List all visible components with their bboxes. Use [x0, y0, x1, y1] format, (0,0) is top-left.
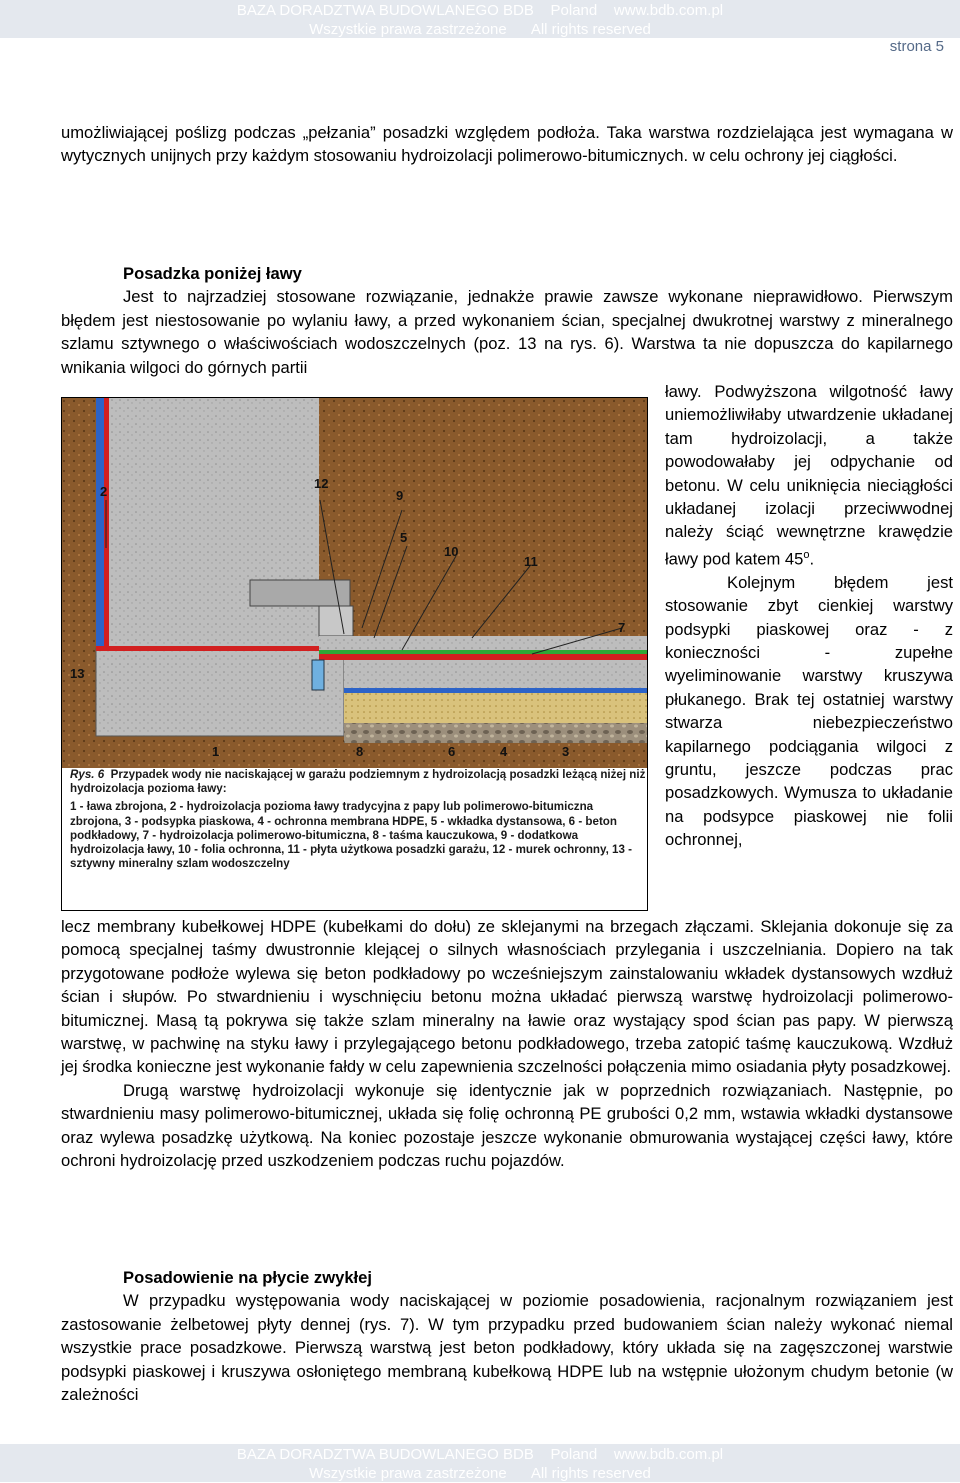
wall [109, 398, 319, 648]
callout-5: 5 [400, 530, 408, 545]
section-1 [61, 262, 953, 379]
figure-caption [62, 768, 647, 871]
protective-foil [319, 650, 647, 654]
callout-7: 7 [618, 620, 626, 635]
hdpe-membrane [344, 688, 647, 693]
degree-sup: o [803, 548, 810, 561]
paragraph-5: W przypadku występowania wody naciskającej w poziomie posadowienia, racjonalnym rozwiązaniem jest zastosowanie żelbetowej płyty dennej (rys. 7). W tym przypadku przed budowaniem ścian należy wykonać niemal wszystkie prace posadzkowe. Pierwszą warstwą jest beton podkładowy, który układa się na zagęszczonej warstwie podsypki piaskowej i kruszywa osłoniętego membraną kubełkową HDPE lub na wstępnie ułożonym chudym betonie (w zależności [61, 1291, 953, 1405]
section-2-title: Posadowienie na płycie zwykłej [123, 1268, 373, 1287]
body-continued [61, 915, 953, 1172]
figure-label: Rys. 6 [70, 768, 105, 781]
wrap-column [665, 380, 953, 852]
callout-9: 9 [396, 488, 404, 503]
paragraph-1-text: umożliwiającej poślizg podczas „pełzania” posadzki względem podłoża. Taka warstwa rozdzielająca jest wymagana w wytycznych unijnych przy każdym stosowaniu hydroizolacji polimerowo-bitumicznych. w celu ochrony jej ciągłości. [61, 123, 953, 166]
callout-13: 13 [70, 666, 85, 681]
wrap-paragraph-1 [665, 380, 953, 571]
figure-legend: 1 - ława zbrojona, 2 - hydroizolacja pozioma ławy tradycyjna z papy lub polimerowo-bitumiczna zbrojona, 3 - podsypka piaskowa, 4 - ochronna membrana HDPE, 5 - wkładka dystansowa, 6 - beton podkładowy, 7 - hydroizolacja polimerowo-bitumiczna, 8 - taśma kauczukowa, 9 - dodatkowa hydroizolacja ławy, 10 - folia ochronna, 11 - płyta użytkowa posadzki garażu, 12 - murek ochronny, 13 - sztywny mineralny szlam wodoszczelny [70, 800, 633, 871]
gravel-bed [344, 723, 647, 743]
callout-12: 12 [314, 476, 329, 491]
spacer-insert [312, 660, 324, 690]
header-line-1: BAZA DORADZTWA BUDOWLANEGO BDB Poland www.bdb.com.pl [236, 2, 724, 19]
paragraph-4: Drugą warstwę hydroizolacji wykonuje się identycznie jak w poprzednich rozwiązaniach. Następnie, po stwardnieniu masy polimerowo-bitumicznej, układa się folię ochronną PE grubości 0,2 mm, wstawia wkładki dystansowe oraz wylewa posadzkę użytkową. Na koniec pozostaje jeszcze wykonanie obmurowania wystającej części ławy, które ochroni hydroizolację przed uszkodzeniem podczas ruchu pojazdów. [61, 1080, 953, 1171]
page-number: strona 5 [889, 38, 944, 55]
footing [96, 648, 344, 736]
figure-title [62, 768, 647, 796]
callout-6: 6 [448, 744, 456, 759]
wrap-paragraph-2: Kolejnym błędem jest stosowanie zbyt cienkiej warstwy podsypki piaskowej oraz - z konieczności - zupełne wyeliminowanie warstwy kruszywa płukanego. Brak tej ostatniej warstwy stwarza niebezpieczeństwo kapilarnego podciągania wilgoci z gruntu, jeszcze podczas prac posadzkowych. Wymusza to układanie na podsypce piaskowej nie folii ochronnej, [665, 572, 953, 850]
sand-bed [344, 693, 647, 723]
base-concrete [344, 660, 647, 688]
footer-line-2: Wszystkie prawa zastrzeżone All rights reserved [309, 1465, 651, 1482]
horizontal-isolation [96, 646, 346, 651]
footer-line-1: BAZA DORADZTWA BUDOWLANEGO BDB Poland www.bdb.com.pl [236, 1446, 724, 1463]
paragraph-2: Jest to najrzadziej stosowane rozwiązanie, jednakże prawie zawsze wykonane nieprawidłowo. Pierwszym błędem jest niestosowanie po wylaniu ławy, a przed wykonaniem ścian, specjalnej dwukrotnej warstwy z mineralnego szlamu sztywnego o właściwościach wodoszczelnych (poz. 13 na rys. 6). Warstwa ta nie dopuszcza do kapilarnego wnikania wilgoci do górnych partii [61, 287, 953, 377]
footer-band [0, 1444, 960, 1482]
paragraph-1 [61, 121, 953, 168]
callout-3: 3 [562, 744, 570, 759]
paragraph-3: lecz membrany kubełkowej HDPE (kubełkami do dołu) ze sklejanymi na brzegach złączami. Sklejania dokonuje się za pomocą specjalnej taśmy dwustronnie klejącej o silnych własnościach przylegania i uszczelniania. Dopiero na tak przygotowane podłoże wylewa się beton podkładowy po wcześniejszym zainstalowaniu wkładek dystansowych wzdłuż ścian i słupów. Po stwardnieniu i wyschnięciu betonu można układać pierwszą warstwę hydroizolacji polimerowo-bitumicznej. Masą tą pokrywa się także szlam mineralny na ławie oraz wystający spod ścian pas papy. W pierwszą warstwę, w pachwinę na styku ławy i przylegającego betonu podkładowego, trzeba zatopić taśmę kauczukową. Wzdłuż jej środka konieczne jest wykonanie fałdy w celu zapewnienia szczelności połączenia mimo osiadania płyty posadzkowej. [61, 917, 953, 1077]
section-1-title: Posadzka poniżej ławy [123, 264, 302, 283]
floor-slab [319, 636, 647, 650]
wrap-paragraph-1-text: ławy. Podwyższona wilgotność ławy uniemożliwiłaby utwardzenie układanej tam hydroizolacji, a także powodowałaby jej odpychanie od betonu. W celu uniknięcia nieciągłości układanej izolacji przeciwwodnej należy ściąć wewnętrzne krawędzie ławy pod katem 45 [665, 382, 953, 569]
header-line-2: Wszystkie prawa zastrzeżone All rights reserved [309, 21, 651, 38]
callout-10: 10 [444, 544, 459, 559]
floor-hydroisolation [319, 654, 647, 660]
callout-2: 2 [100, 484, 108, 499]
section-2 [61, 1266, 953, 1406]
callout-1: 1 [212, 744, 220, 759]
figure-title-text: Przypadek wody nie naciskającej w garażu podziemnym z hydroizolacją posadzki leżącą niżej niż hydroizolacja pozioma ławy: [70, 768, 646, 796]
cross-section-drawing [62, 398, 647, 768]
protective-wall [319, 606, 353, 636]
figure-rys-6 [61, 397, 648, 911]
outer-membrane [96, 398, 104, 650]
wrap-paragraph-1-end: . [809, 549, 815, 569]
callout-11: 11 [524, 554, 538, 569]
callout-4: 4 [500, 744, 508, 759]
header-band [0, 0, 960, 38]
callout-8: 8 [356, 744, 364, 759]
